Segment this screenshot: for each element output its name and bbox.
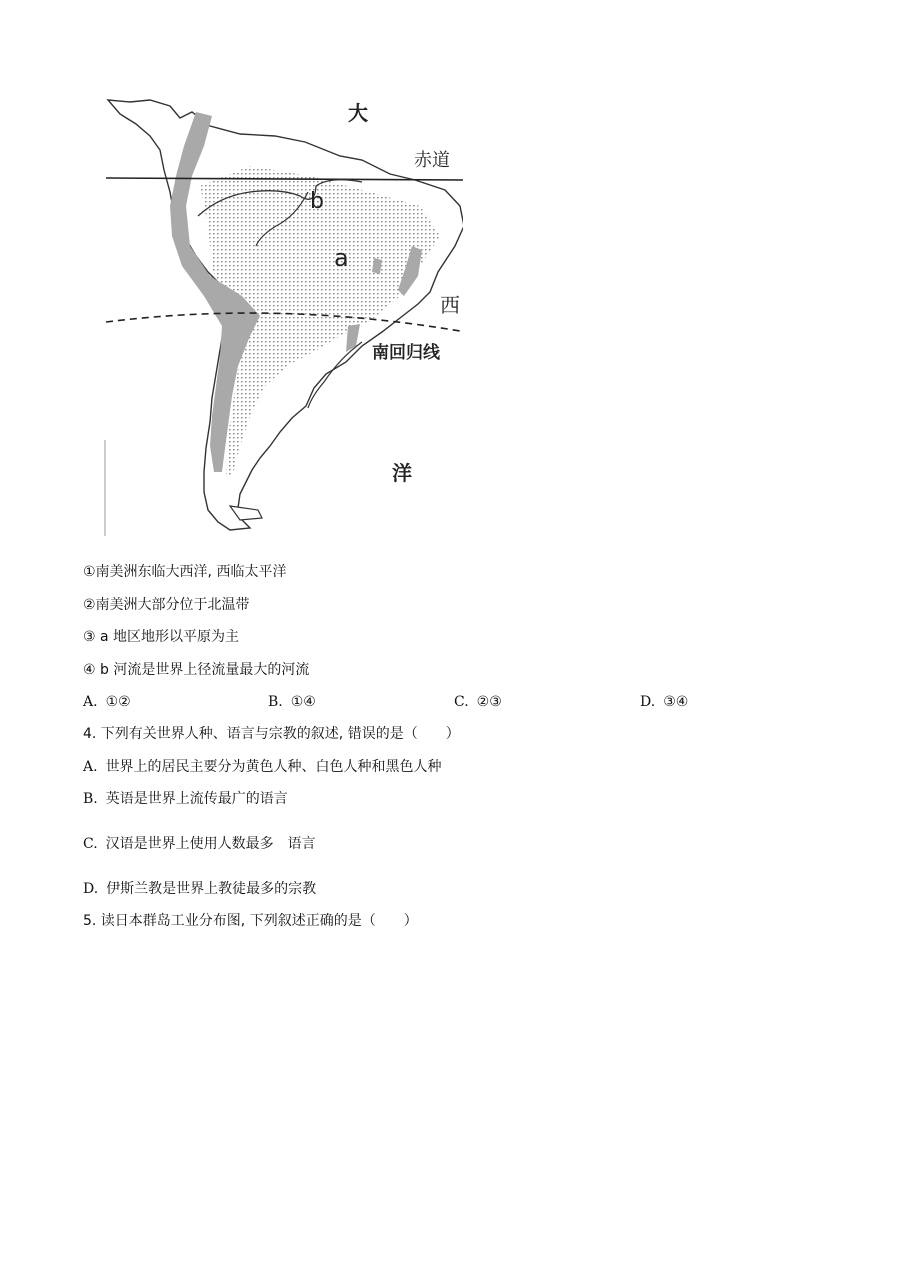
label-xi: 西 [440, 293, 460, 317]
q5-stem: 5. 读日本群岛工业分布图, 下列叙述正确的是（ ） [83, 913, 418, 929]
label-a: a [334, 244, 349, 272]
q4-option-b[interactable] [83, 789, 288, 809]
q3-option-a[interactable] [83, 692, 131, 712]
q4-stem: 4. 下列有关世界人种、语言与宗教的叙述, 错误的是（ ） [83, 726, 460, 742]
statement-2: ②南美洲大部分位于北温带 [83, 597, 250, 613]
q4-option-d[interactable] [83, 879, 316, 899]
q3-option-d[interactable] [640, 692, 688, 712]
option-letter: D. [83, 881, 99, 897]
q4-option-a[interactable] [83, 757, 442, 777]
option-text: ①② [105, 694, 131, 710]
statement-1: ①南美洲东临大西洋, 西临太平洋 [83, 564, 287, 580]
option-text: 汉语是世界上使用人数最多 语言 [105, 836, 316, 852]
statement-3: ③ a 地区地形以平原为主 [83, 629, 240, 645]
option-letter: A. [83, 694, 98, 710]
option-text: 伊斯兰教是世界上教徒最多的宗教 [106, 881, 317, 897]
option-letter: C. [454, 694, 469, 710]
option-text: 英语是世界上流传最广的语言 [105, 791, 288, 807]
map-drawing [100, 96, 470, 538]
option-letter: C. [83, 836, 98, 852]
option-letter: D. [640, 694, 656, 710]
option-text: ②③ [476, 694, 502, 710]
q3-option-b[interactable] [268, 692, 316, 712]
option-text: 世界上的居民主要分为黄色人种、白色人种和黑色人种 [105, 759, 442, 775]
option-letter: B. [83, 791, 98, 807]
option-letter: A. [83, 759, 98, 775]
label-yang: 洋 [392, 461, 412, 485]
statement-4: ④ b 河流是世界上径流量最大的河流 [83, 662, 310, 678]
q3-option-c[interactable] [454, 692, 502, 712]
label-tropic: 南回归线 [372, 343, 440, 363]
option-letter: B. [268, 694, 283, 710]
option-text: ③④ [663, 694, 689, 710]
q4-option-c[interactable] [83, 834, 316, 854]
option-text: ①④ [290, 694, 316, 710]
label-b: b [310, 189, 324, 214]
label-da: 大 [348, 101, 368, 125]
equator-line [106, 178, 466, 180]
south-america-map [100, 96, 470, 538]
label-equator: 赤道 [414, 150, 450, 171]
